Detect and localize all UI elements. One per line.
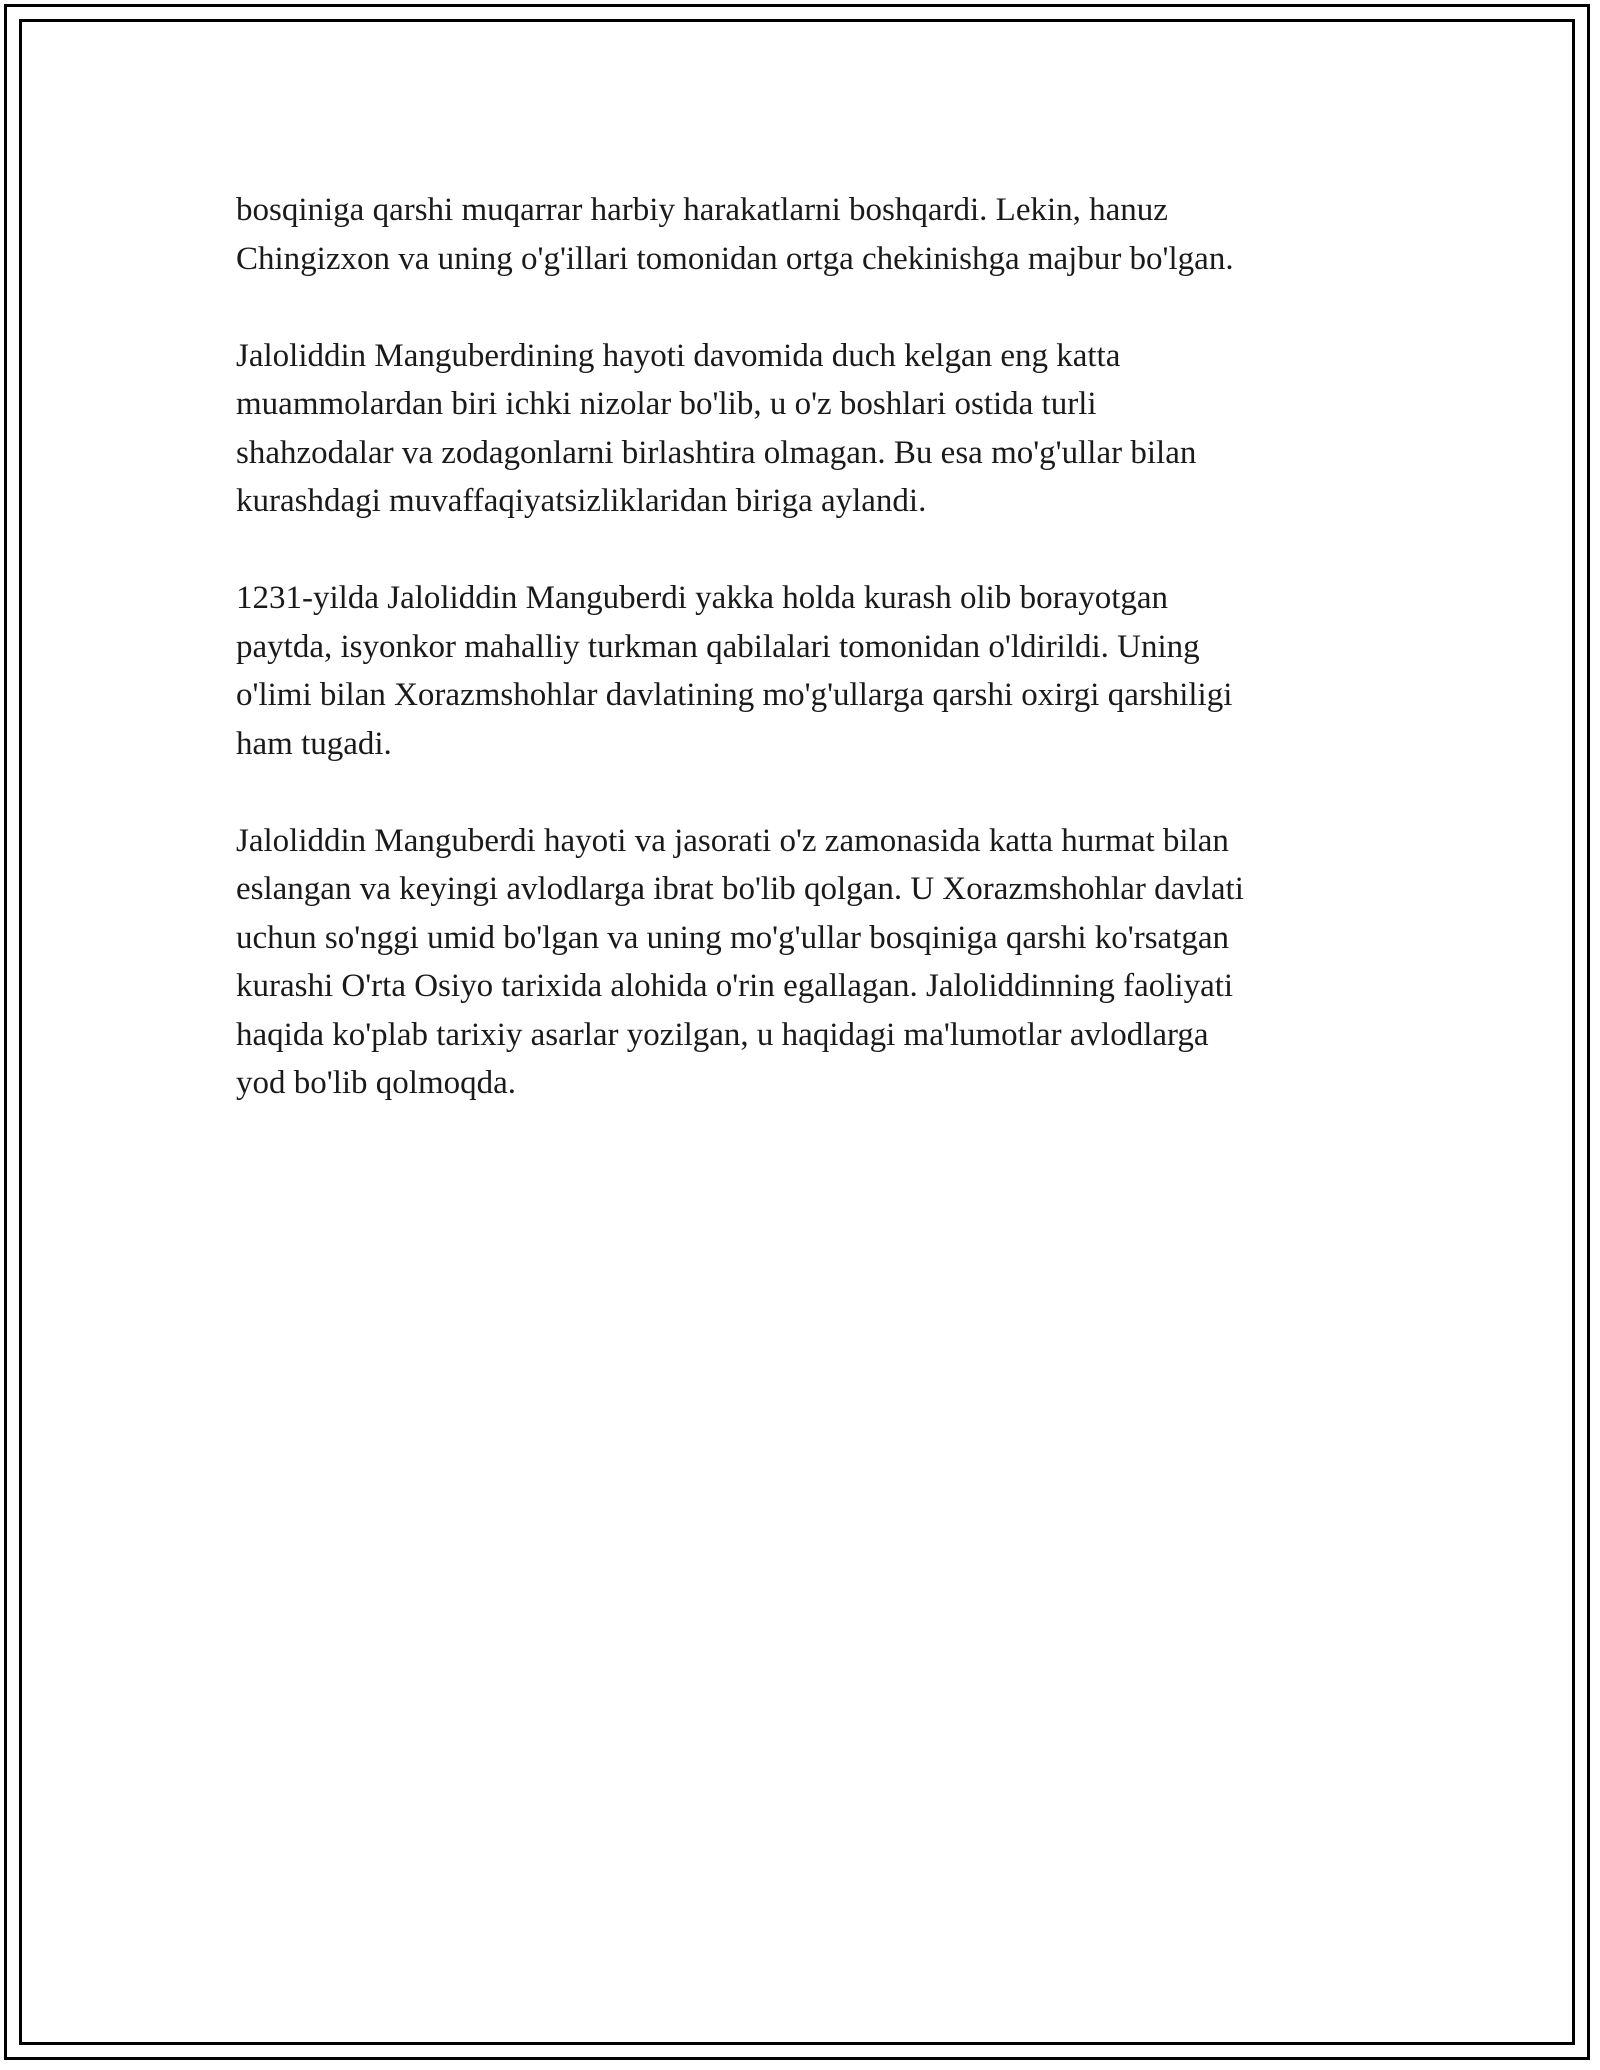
paragraph: Jaloliddin Manguberdi hayoti va jasorati o'z zamonasida katta hurmat bilan eslangan va keyingi avlodlarga ibrat bo'lib qolgan. U Xorazmshohlar davlati uchun so'nggi umid bo'lgan va uning mo'g'ullar bosqiniga qarshi ko'rsatgan kurashi O'rta Osiyo tarixida alohida o'rin egallagan. Jaloliddinning faoliyati haqida ko'plab tarixiy asarlar yozilgan, u haqidagi ma'lumotlar avlodlarga yod bo'lib qolmoqda. [236, 822, 1244, 1101]
paragraph: bosqiniga qarshi muqarrar harbiy harakatlarni boshqardi. Lekin, hanuz Chingizxon va uning o'g'illari tomonidan ortga chekinishga majbur bo'lgan. [236, 192, 1234, 277]
paragraph: Jaloliddin Manguberdining hayoti davomida duch kelgan eng katta muammolardan biri ichki nizolar bo'lib, u o'z boshlari ostida turli shahzodalar va zodagonlarni birlashtira olmagan. Bu esa mo'g'ullar bilan kurashdagi muvaffaqiyatsizliklaridan biriga aylandi. [236, 337, 1197, 519]
paragraph: 1231-yilda Jaloliddin Manguberdi yakka holda kurash olib borayotgan paytda, isyonkor mahalliy turkman qabilalari tomonidan o'ldirildi. Uning o'limi bilan Xorazmshohlar davlatining mo'g'ullarga qarshi oxirgi qarshiligi ham tugadi. [236, 580, 1233, 762]
document-body [236, 186, 1366, 1156]
